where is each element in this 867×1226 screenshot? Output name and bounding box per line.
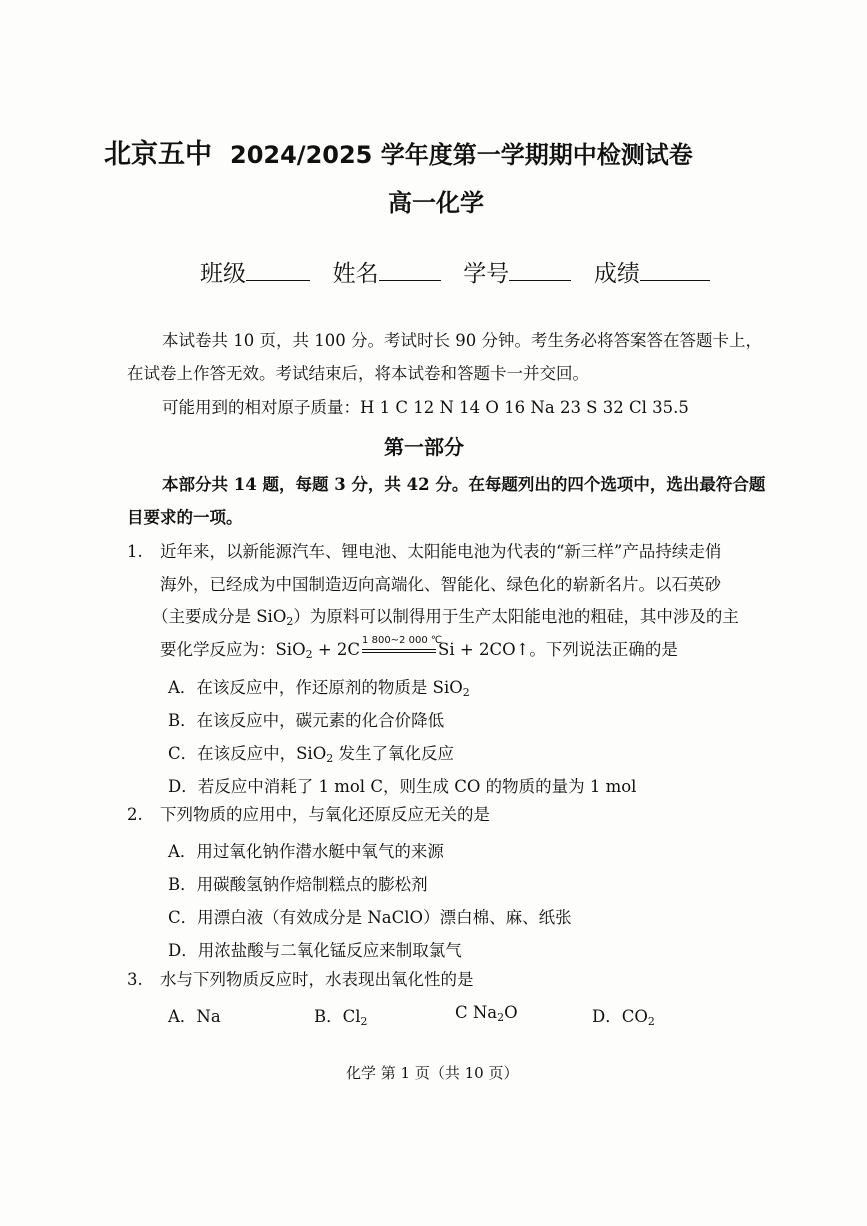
q1-option-b: B．在该反应中，碳元素的化合价降低	[168, 711, 445, 730]
q2-option-b: B．用碳酸氢钠作焙制糕点的膨松剂	[168, 875, 428, 894]
student-id-label: 学号	[463, 261, 510, 287]
section-desc-line1: 本部分共 14 题，每题 3 分，共 42 分。在每题列出的四个选项中，选出最符合题	[162, 475, 766, 494]
reaction-condition: 1 800~2 000 ℃	[362, 640, 436, 660]
q1-line1: 近年来，以新能源汽车、锂电池、太阳能电池为代表的“新三样”产品持续走俏	[160, 542, 722, 561]
instructions-line1: 本试卷共 10 页，共 100 分。考试时长 90 分钟。考生务必将答案答在答题卡上，	[162, 331, 762, 350]
name-blank	[379, 258, 441, 281]
q2-number: 2.	[127, 805, 143, 824]
q3-option-d: D．$CO_2$	[592, 1007, 655, 1028]
exam-title: 2024/2025 学年度第一学期期中检测试卷	[230, 141, 693, 169]
q3-stem: 水与下列物质反应时，水表现出氧化性的是	[160, 970, 474, 989]
class-label: 班级	[200, 261, 246, 287]
q1-line4-equation: 要化学反应为：SiO$_2$ + 2C 1 800~2 000 ℃ Si + 2CO↑。下列说法正确的是	[160, 635, 678, 661]
student-id-blank	[509, 258, 571, 281]
subject-title: 高一化学	[388, 189, 484, 217]
school-name: 北京五中	[104, 139, 212, 170]
class-blank	[246, 258, 310, 281]
q3-option-b: B．$Cl_2$	[314, 1007, 368, 1028]
info-fields	[200, 255, 710, 288]
page-footer: 化学 第 1 页（共 10 页）	[346, 1064, 519, 1082]
q2-option-d: D．用浓盐酸与二氧化锰反应来制取氯气	[168, 941, 462, 960]
atomic-masses: 可能用到的相对原子质量：H 1 C 12 N 14 O 16 Na 23 S 32 Cl 35.5	[162, 398, 689, 417]
section-desc-line2: 目要求的一项。	[127, 508, 243, 527]
q1-line3: （主要成分是 SiO$_2$）为原料可以制得用于生产太阳能电池的粗硅，其中涉及的主	[152, 607, 739, 628]
q1-option-a: A．在该反应中，作还原剂的物质是 SiO$_2$	[168, 678, 470, 699]
q1-line2: 海外，已经成为中国制造迈向高端化、智能化、绿色化的崭新名片。以石英砂	[160, 575, 721, 594]
q3-option-a: A．Na	[168, 1007, 221, 1026]
q2-stem: 下列物质的应用中，与氧化还原反应无关的是	[160, 805, 490, 824]
score-label: 成绩	[593, 261, 640, 287]
q2-option-a: A．用过氧化钠作潜水艇中氧气的来源	[168, 842, 444, 861]
q3-number: 3.	[127, 970, 143, 989]
score-blank	[640, 258, 710, 281]
q3-option-c: C $Na_2O$	[455, 1003, 518, 1024]
instructions-line2: 在试卷上作答无效。考试结束后，将本试卷和答题卡一并交回。	[127, 364, 589, 383]
q1-number: 1.	[127, 542, 143, 561]
name-label: 姓名	[332, 261, 379, 287]
section-title: 第一部分	[384, 435, 464, 459]
q2-option-c: C．用漂白液（有效成分是 NaClO）漂白棉、麻、纸张	[168, 908, 572, 927]
q1-option-c: C．在该反应中，SiO$_2$ 发生了氧化反应	[168, 744, 454, 765]
q1-option-d: D．若反应中消耗了 1 mol C，则生成 CO 的物质的量为 1 mol	[168, 777, 637, 796]
